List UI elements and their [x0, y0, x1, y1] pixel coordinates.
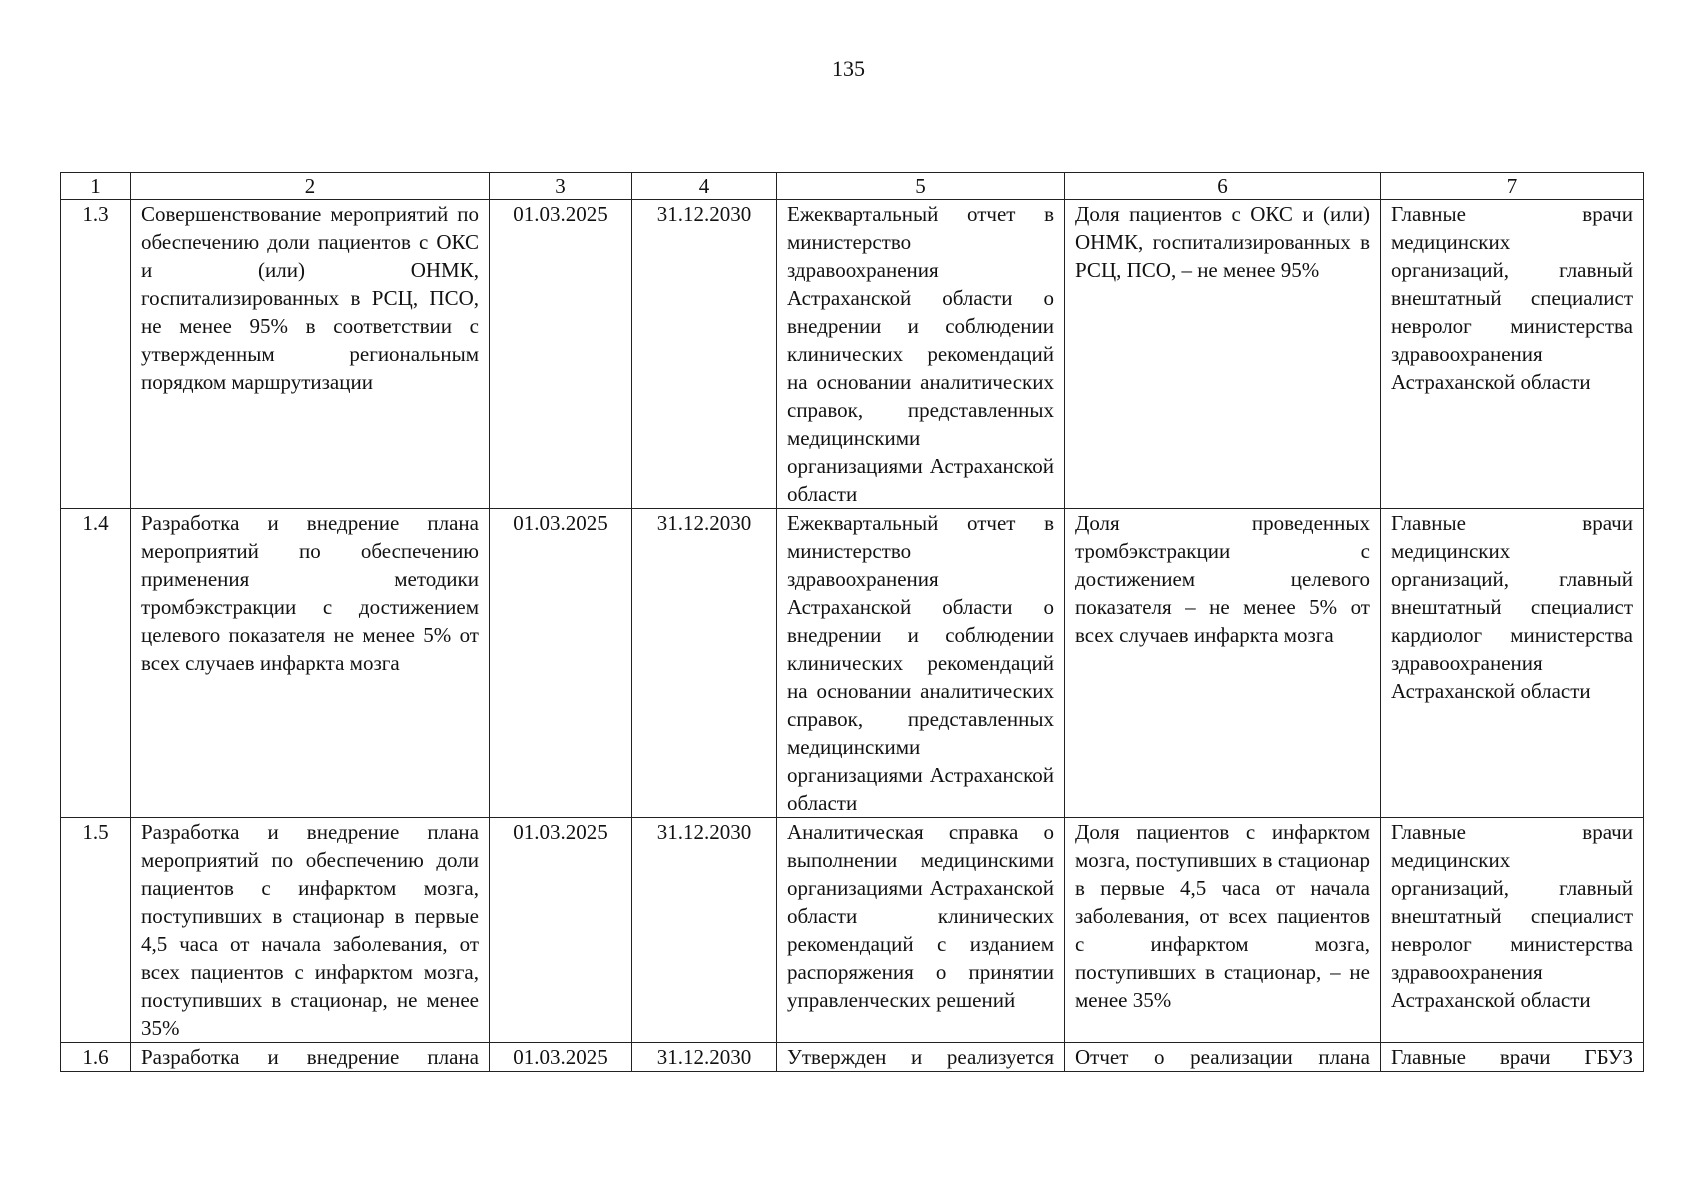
end-date-cell: 31.12.2030	[632, 1043, 777, 1072]
row-number: 1.6	[61, 1043, 131, 1072]
result-cell: Ежеквартальный отчет в министерство здравоохранения Астраханской области о внедрении и соблюдении клинических рекомендаций на основании аналитических справок, представленных медицинскими организациями Астраханской области	[777, 509, 1065, 818]
indicator-text: Отчет о реализации плана	[1075, 1045, 1370, 1069]
start-date-cell: 01.03.2025	[490, 509, 632, 818]
responsible-cell: Главные врачи медицинских организаций, главный внештатный специалист невролог министерства здравоохранения Астраханской области	[1381, 818, 1644, 1043]
indicator-cell	[1065, 1043, 1381, 1072]
table-row	[61, 1043, 1644, 1072]
indicator-cell: Доля пациентов с инфарктом мозга, поступивших в стационар в первые 4,5 часа от начала заболевания, от всех пациентов с инфарктом мозга, поступивших в стационар, – не менее 35%	[1065, 818, 1381, 1043]
column-header: 3	[490, 173, 632, 200]
table-row	[61, 200, 1644, 509]
end-date-cell: 31.12.2030	[632, 509, 777, 818]
activity-text: Разработка и внедрение плана	[141, 1045, 479, 1069]
column-header: 2	[131, 173, 490, 200]
table-row	[61, 818, 1644, 1043]
result-text: Утвержден и реализуется	[787, 1045, 1054, 1069]
result-cell: Аналитическая справка о выполнении медицинскими организациями Астраханской области клинических рекомендаций с изданием распоряжения о принятии управленческих решений	[777, 818, 1065, 1043]
row-number: 1.4	[61, 509, 131, 818]
row-number: 1.5	[61, 818, 131, 1043]
column-header: 7	[1381, 173, 1644, 200]
activity-cell: Разработка и внедрение плана мероприятий по обеспечению доли пациентов с инфарктом мозга, поступивших в стационар в первые 4,5 часа от начала заболевания, от всех пациентов с инфарктом мозга, поступивших в стационар, не менее 35%	[131, 818, 490, 1043]
column-header: 5	[777, 173, 1065, 200]
column-header: 6	[1065, 173, 1381, 200]
start-date-cell: 01.03.2025	[490, 818, 632, 1043]
end-date-cell: 31.12.2030	[632, 200, 777, 509]
header-row	[61, 173, 1644, 200]
column-header: 4	[632, 173, 777, 200]
result-cell: Ежеквартальный отчет в министерство здравоохранения Астраханской области о внедрении и соблюдении клинических рекомендаций на основании аналитических справок, представленных медицинскими организациями Астраханской области	[777, 200, 1065, 509]
responsible-cell: Главные врачи медицинских организаций, главный внештатный специалист кардиолог министерства здравоохранения Астраханской области	[1381, 509, 1644, 818]
column-header: 1	[61, 173, 131, 200]
activity-cell: Совершенствование мероприятий по обеспечению доли пациентов с ОКС и (или) ОНМК, госпитализированных в РСЦ, ПСО, не менее 95% в соответствии с утвержденным региональным порядком маршрутизации	[131, 200, 490, 509]
responsible-cell: Главные врачи медицинских организаций, главный внештатный специалист невролог министерства здравоохранения Астраханской области	[1381, 200, 1644, 509]
start-date-cell: 01.03.2025	[490, 1043, 632, 1072]
start-date-cell: 01.03.2025	[490, 200, 632, 509]
responsible-cell	[1381, 1043, 1644, 1072]
plan-table	[60, 172, 1644, 1072]
activity-cell: Разработка и внедрение плана мероприятий по обеспечению применения методики тромбэкстракции с достижением целевого показателя не менее 5% от всех случаев инфаркта мозга	[131, 509, 490, 818]
page-number: 135	[832, 56, 865, 81]
responsible-text: Главные врачи ГБУЗ	[1391, 1045, 1633, 1069]
indicator-cell: Доля пациентов с ОКС и (или) ОНМК, госпитализированных в РСЦ, ПСО, – не менее 95%	[1065, 200, 1381, 509]
row-number: 1.3	[61, 200, 131, 509]
end-date-cell: 31.12.2030	[632, 818, 777, 1043]
table-row	[61, 509, 1644, 818]
indicator-cell: Доля проведенных тромбэкстракции с достижением целевого показателя – не менее 5% от всех случаев инфаркта мозга	[1065, 509, 1381, 818]
activity-cell	[131, 1043, 490, 1072]
result-cell	[777, 1043, 1065, 1072]
